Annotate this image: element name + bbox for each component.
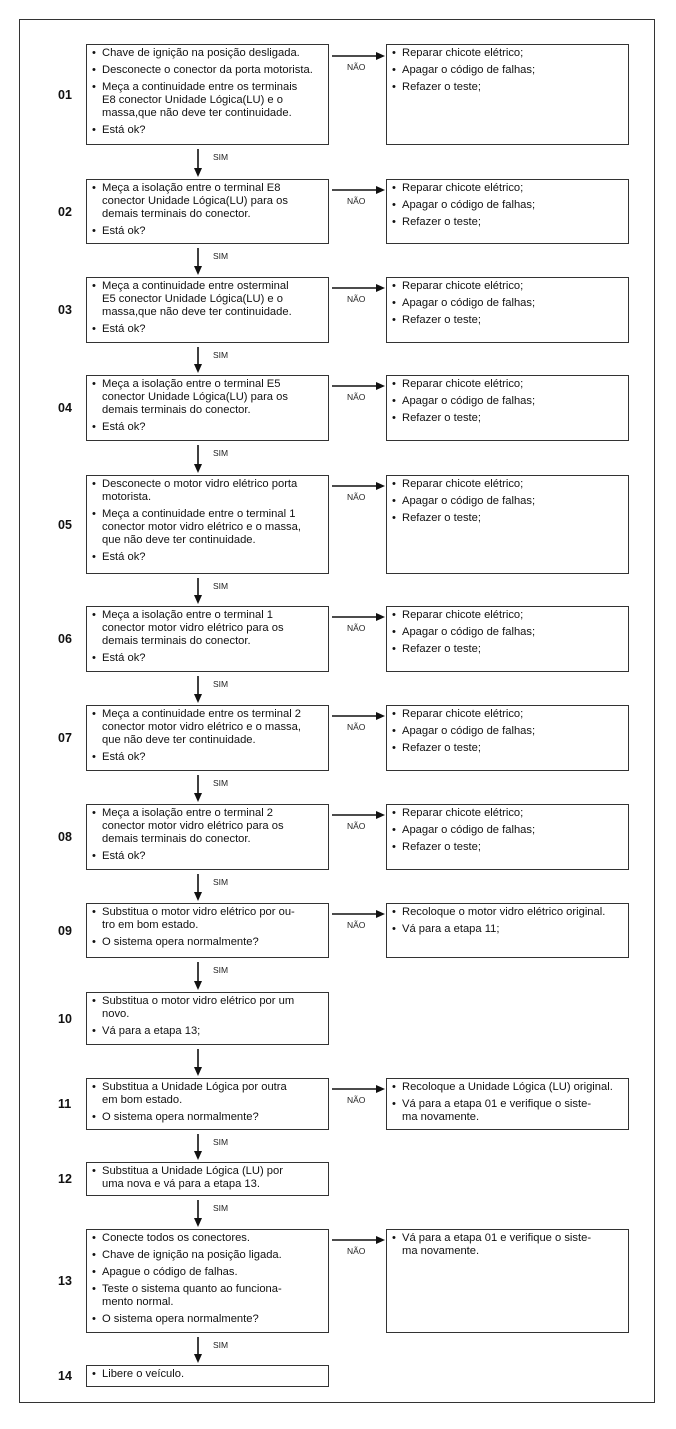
bullet-item: • Reparar chicote elétrico; (391, 708, 624, 721)
bullet-item: • Substitua a Unidade Lógica (LU) por uma nova e vá para a etapa 13. (91, 1165, 324, 1191)
bullet-item: • Está ok? (91, 751, 324, 764)
step-12-action-box (86, 1162, 329, 1196)
yes-arrow-head (194, 694, 202, 703)
step-06-fail-box-list (387, 607, 628, 656)
bullet-item: • Está ok? (91, 652, 324, 665)
step-01-action-box (86, 44, 329, 145)
bullet-item: • Conecte todos os conectores. (91, 1232, 324, 1245)
bullet-item: • Refazer o teste; (391, 643, 624, 656)
step-number: 06 (58, 632, 72, 646)
no-label: NÃO (347, 821, 366, 831)
step-08-fail-box-list (387, 805, 628, 854)
step-11-action-box (86, 1078, 329, 1130)
step-09-action-box-list (87, 904, 328, 949)
step-07-fail-box-list (387, 706, 628, 755)
yes-arrow-head (194, 1067, 202, 1076)
step-04-action-box (86, 375, 329, 441)
step-02-action-box-list (87, 180, 328, 238)
yes-label: SIM (213, 778, 229, 788)
no-label: NÃO (347, 623, 366, 633)
bullet-item: • Refazer o teste; (391, 81, 624, 94)
bullet-item: • Apagar o código de falhas; (391, 824, 624, 837)
yes-label: SIM (213, 877, 229, 887)
bullet-item: • Reparar chicote elétrico; (391, 609, 624, 622)
step-13-fail-box-list (387, 1230, 628, 1258)
bullet-item: • Meça a isolação entre o terminal E5 conector Unidade Lógica(LU) para os demais terminais do conector. (91, 378, 324, 417)
bullet-item: • Vá para a etapa 13; (91, 1025, 324, 1038)
step-04-fail-box (386, 375, 629, 441)
step-06-fail-box (386, 606, 629, 672)
yes-label: SIM (213, 448, 229, 458)
bullet-item: • O sistema opera normalmente? (91, 1111, 324, 1124)
yes-arrow-head (194, 793, 202, 802)
bullet-item: • Recoloque a Unidade Lógica (LU) original. (391, 1081, 624, 1094)
bullet-item: • Refazer o teste; (391, 314, 624, 327)
step-number: 04 (58, 401, 72, 415)
yes-label: SIM (213, 581, 229, 591)
yes-label: SIM (213, 1340, 229, 1350)
step-03-action-box (86, 277, 329, 343)
yes-label: SIM (213, 1203, 229, 1213)
step-number: 12 (58, 1172, 72, 1186)
no-label: NÃO (347, 196, 366, 206)
step-10-action-box (86, 992, 329, 1045)
step-14-action-box (86, 1365, 329, 1387)
step-11-action-box-list (87, 1079, 328, 1124)
step-12-action-box-list (87, 1163, 328, 1191)
step-05-action-box (86, 475, 329, 574)
bullet-item: • Meça a continuidade entre os terminais E8 conector Unidade Lógica(LU) e o massa,que não deve ter continuidade. (91, 81, 324, 120)
bullet-item: • Meça a continuidade entre os terminal 2 conector motor vidro elétrico e o massa, que não deve ter continuidade. (91, 708, 324, 747)
no-label: NÃO (347, 1095, 366, 1105)
bullet-item: • Meça a isolação entre o terminal 2 conector motor vidro elétrico para os demais terminais do conector. (91, 807, 324, 846)
no-label: NÃO (347, 492, 366, 502)
no-arrow-head (376, 284, 385, 292)
step-number: 09 (58, 923, 72, 938)
step-04-fail-box-list (387, 376, 628, 425)
bullet-item: • Refazer o teste; (391, 742, 624, 755)
no-label: NÃO (347, 294, 366, 304)
bullet-item: • Reparar chicote elétrico; (391, 807, 624, 820)
step-number: 07 (58, 731, 72, 745)
bullet-item: • Está ok? (91, 850, 324, 863)
yes-label: SIM (213, 1137, 229, 1147)
step-06-action-box-list (87, 607, 328, 665)
step-01-action-box-list (87, 45, 328, 137)
yes-arrow-head (194, 1218, 202, 1227)
step-number: 11 (58, 1097, 72, 1111)
bullet-item: • Apagar o código de falhas; (391, 626, 624, 639)
bullet-item: • Apagar o código de falhas; (391, 395, 624, 408)
bullet-item: • Libere o veículo. (91, 1368, 324, 1381)
bullet-item: • Apagar o código de falhas; (391, 64, 624, 77)
bullet-item: • Reparar chicote elétrico; (391, 378, 624, 391)
yes-label: SIM (213, 965, 229, 975)
step-03-action-box-list (87, 278, 328, 336)
bullet-item: • Apague o código de falhas. (91, 1266, 324, 1279)
bullet-item: • Recoloque o motor vidro elétrico original. (391, 906, 624, 919)
bullet-item: • Reparar chicote elétrico; (391, 47, 624, 60)
yes-arrow-head (194, 892, 202, 901)
bullet-item: • Substitua o motor vidro elétrico por um novo. (91, 995, 324, 1021)
bullet-item: • Chave de ignição na posição desligada. (91, 47, 324, 60)
bullet-item: • Refazer o teste; (391, 512, 624, 525)
bullet-item: • Está ok? (91, 124, 324, 137)
bullet-item: • Está ok? (91, 225, 324, 238)
bullet-item: • Apagar o código de falhas; (391, 495, 624, 508)
no-label: NÃO (347, 62, 366, 72)
no-label: NÃO (347, 722, 366, 732)
step-02-action-box (86, 179, 329, 244)
step-08-fail-box (386, 804, 629, 870)
yes-label: SIM (213, 152, 229, 162)
step-07-action-box (86, 705, 329, 771)
step-number: 01 (58, 87, 72, 102)
step-number: 08 (58, 830, 72, 844)
no-label: NÃO (347, 1246, 366, 1256)
no-arrow-head (376, 52, 385, 60)
step-09-action-box (86, 903, 329, 958)
step-number: 05 (58, 517, 72, 532)
step-05-fail-box-list (387, 476, 628, 525)
step-number: 03 (58, 303, 72, 317)
step-01-fail-box (386, 44, 629, 145)
bullet-item: • Apagar o código de falhas; (391, 725, 624, 738)
bullet-item: • Está ok? (91, 323, 324, 336)
step-02-fail-box-list (387, 180, 628, 229)
step-11-fail-box (386, 1078, 629, 1130)
step-06-action-box (86, 606, 329, 672)
step-13-fail-box (386, 1229, 629, 1333)
step-05-fail-box (386, 475, 629, 574)
step-08-action-box-list (87, 805, 328, 863)
yes-label: SIM (213, 251, 229, 261)
bullet-item: • Apagar o código de falhas; (391, 297, 624, 310)
bullet-item: • Desconecte o motor vidro elétrico porta motorista. (91, 478, 324, 504)
bullet-item: • Reparar chicote elétrico; (391, 478, 624, 491)
yes-arrow-head (194, 595, 202, 604)
no-arrow-head (376, 712, 385, 720)
yes-arrow-head (194, 1354, 202, 1363)
bullet-item: • Reparar chicote elétrico; (391, 280, 624, 293)
bullet-item: • Chave de ignição na posição ligada. (91, 1249, 324, 1262)
yes-arrow-head (194, 1151, 202, 1160)
step-08-action-box (86, 804, 329, 870)
step-number: 14 (58, 1369, 72, 1383)
bullet-item: • Meça a continuidade entre o terminal 1 conector motor vidro elétrico e o massa, que não deve ter continuidade. (91, 508, 324, 547)
step-number: 13 (58, 1274, 72, 1288)
no-arrow-head (376, 1085, 385, 1093)
no-arrow-head (376, 910, 385, 918)
step-11-fail-box-list (387, 1079, 628, 1124)
step-09-fail-box (386, 903, 629, 958)
step-03-fail-box-list (387, 278, 628, 327)
yes-arrow-head (194, 266, 202, 275)
bullet-item: • Substitua a Unidade Lógica por outra em bom estado. (91, 1081, 324, 1107)
step-13-action-box (86, 1229, 329, 1333)
bullet-item: • Está ok? (91, 551, 324, 564)
step-03-fail-box (386, 277, 629, 343)
bullet-item: • Refazer o teste; (391, 841, 624, 854)
bullet-item: • Substitua o motor vidro elétrico por ou- tro em bom estado. (91, 906, 324, 932)
bullet-item: • Vá para a etapa 01 e verifique o siste- ma novamente. (391, 1232, 624, 1258)
step-10-action-box-list (87, 993, 328, 1038)
no-arrow-head (376, 613, 385, 621)
yes-arrow-head (194, 364, 202, 373)
bullet-item: • Vá para a etapa 01 e verifique o siste- ma novamente. (391, 1098, 624, 1124)
no-arrow-head (376, 1236, 385, 1244)
no-arrow-head (376, 811, 385, 819)
bullet-item: • Refazer o teste; (391, 216, 624, 229)
no-arrow-head (376, 186, 385, 194)
step-13-action-box-list (87, 1230, 328, 1326)
bullet-item: • Refazer o teste; (391, 412, 624, 425)
step-09-fail-box-list (387, 904, 628, 936)
step-07-action-box-list (87, 706, 328, 764)
step-01-fail-box-list (387, 45, 628, 94)
bullet-item: • Teste o sistema quanto ao funciona- mento normal. (91, 1283, 324, 1309)
bullet-item: • Meça a isolação entre o terminal E8 conector Unidade Lógica(LU) para os demais terminais do conector. (91, 182, 324, 221)
step-05-action-box-list (87, 476, 328, 564)
step-number: 10 (58, 1011, 72, 1026)
yes-arrow-head (194, 464, 202, 473)
bullet-item: • O sistema opera normalmente? (91, 1313, 324, 1326)
yes-arrow-head (194, 168, 202, 177)
step-14-action-box-list (87, 1366, 328, 1381)
no-arrow-head (376, 382, 385, 390)
bullet-item: • Reparar chicote elétrico; (391, 182, 624, 195)
bullet-item: • Está ok? (91, 421, 324, 434)
bullet-item: • Desconecte o conector da porta motorista. (91, 64, 324, 77)
yes-label: SIM (213, 679, 229, 689)
bullet-item: • Vá para a etapa 11; (391, 923, 624, 936)
step-07-fail-box (386, 705, 629, 771)
yes-label: SIM (213, 350, 229, 360)
step-02-fail-box (386, 179, 629, 244)
bullet-item: • O sistema opera normalmente? (91, 936, 324, 949)
bullet-item: • Apagar o código de falhas; (391, 199, 624, 212)
no-arrow-head (376, 482, 385, 490)
bullet-item: • Meça a isolação entre o terminal 1 conector motor vidro elétrico para os demais terminais do conector. (91, 609, 324, 648)
no-label: NÃO (347, 392, 366, 402)
yes-arrow-head (194, 981, 202, 990)
step-number: 02 (58, 204, 72, 219)
no-label: NÃO (347, 920, 366, 930)
step-04-action-box-list (87, 376, 328, 434)
bullet-item: • Meça a continuidade entre osterminal E5 conector Unidade Lógica(LU) e o massa,que não deve ter continuidade. (91, 280, 324, 319)
